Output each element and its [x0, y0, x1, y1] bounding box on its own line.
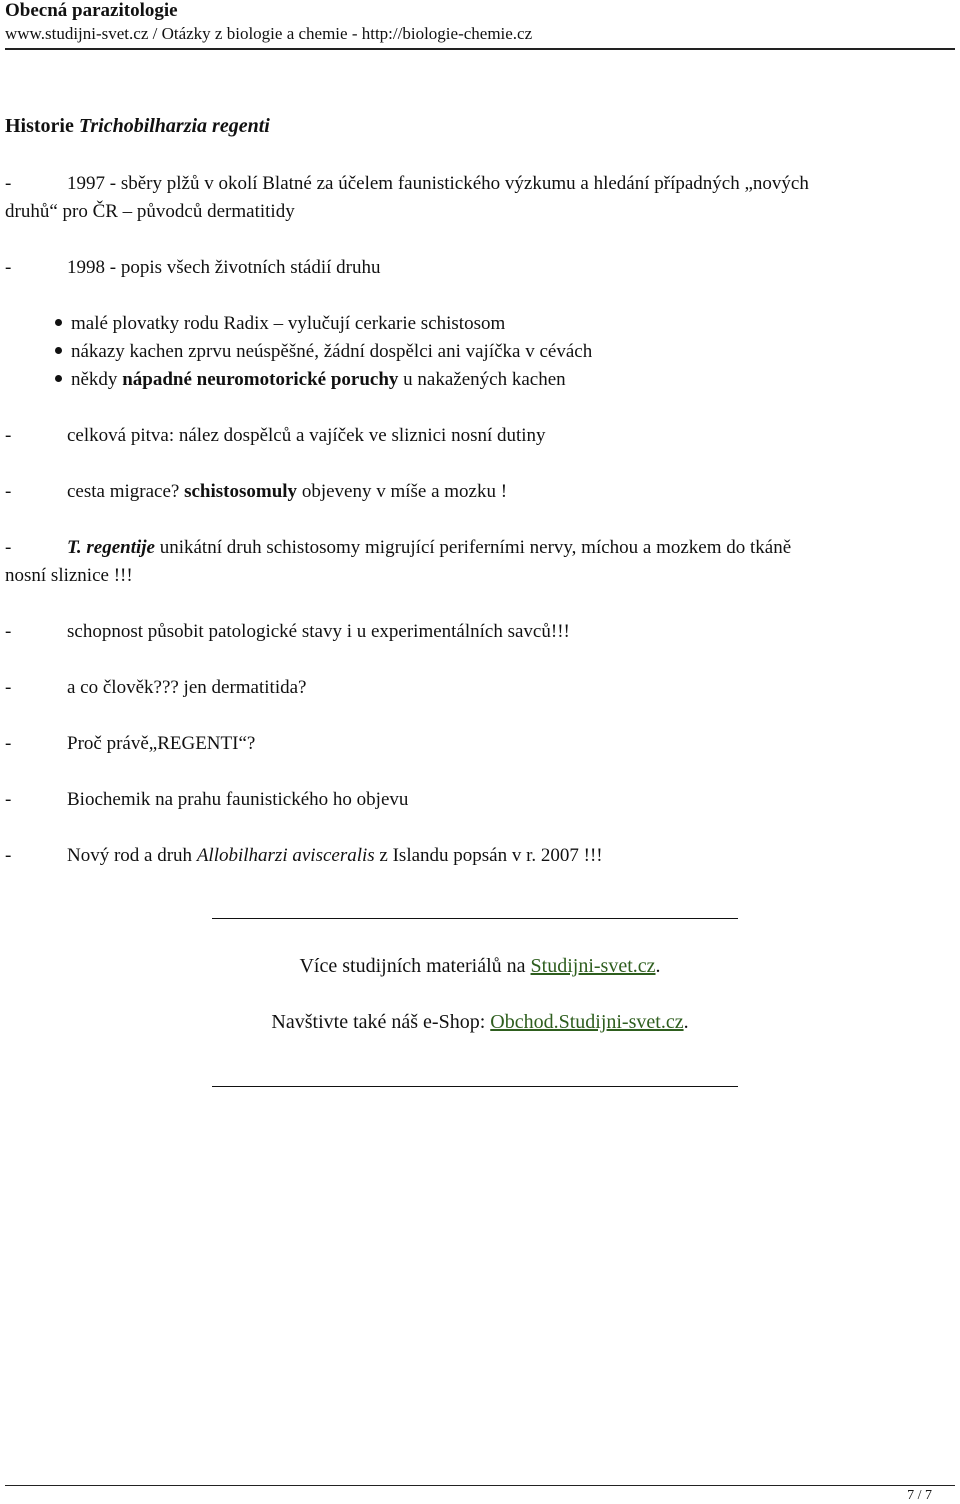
bullet-item-radix: malé plovatky rodu Radix – vylučují cerkarie schistosom	[55, 310, 505, 338]
promo-divider-top	[212, 918, 738, 919]
paragraph-why-regenti: - Proč právě„REGENTI“?	[5, 733, 256, 754]
bullet-item-neuro: někdy nápadné neuromotorické poruchy u nakažených kachen	[55, 366, 566, 394]
section-title: Historie Trichobilharzia regenti	[5, 115, 270, 137]
paragraph-1997: - 1997 - sběry plžů v okolí Blatné za účelem faunistického výzkumu a hledání případných „nových druhů“ pro ČR – původců dermatitidy	[5, 173, 809, 222]
page-number: 7 / 7	[907, 1488, 932, 1503]
paragraph-human: - a co člověk??? jen dermatitida?	[5, 677, 307, 698]
promo-line-eshop: Navštivte také náš e-Shop: Obchod.Studijni-svet.cz.	[271, 1011, 689, 1033]
promo-divider-bottom	[212, 1086, 738, 1087]
header-divider	[5, 48, 955, 50]
paragraph-new-genus: - Nový rod a druh Allobilharzi avisceralis z Islandu popsán v r. 2007 !!!	[5, 845, 603, 866]
eshop-link[interactable]: Obchod.Studijni-svet.cz	[490, 1011, 684, 1033]
document-title: Obecná parazitologie	[5, 0, 178, 21]
paragraph-1998: - 1998 - popis všech životních stádií druhu	[5, 257, 381, 278]
footer-divider	[5, 1485, 955, 1486]
promo-line-materials: Více studijních materiálů na Studijni-svet.cz.	[299, 955, 661, 977]
paragraph-autopsy: - celková pitva: nález dospělců a vajíček ve sliznici nosní dutiny	[5, 425, 546, 446]
bullet-icon	[55, 375, 62, 382]
paragraph-migration: - cesta migrace? schistosomuly objeveny v míše a mozku !	[5, 481, 508, 502]
paragraph-biochemist: - Biochemik na prahu faunistického ho objevu	[5, 789, 409, 810]
studijni-svet-link[interactable]: Studijni-svet.cz	[530, 955, 656, 977]
bullet-icon	[55, 347, 62, 354]
bullet-icon	[55, 319, 62, 326]
paragraph-mammals: - schopnost působit patologické stavy i u experimentálních savců!!!	[5, 621, 570, 642]
document-subtitle: www.studijni-svet.cz / Otázky z biologie a chemie - http://biologie-chemie.cz	[5, 24, 533, 43]
paragraph-t-regenti: - T. regentije unikátní druh schistosomy migrující periferními nervy, míchou a mozkem do tkáně nosní sliznice !!!	[5, 537, 792, 586]
bullet-item-infection: nákazy kachen zprvu neúspěšné, žádní dospělci ani vajíčka v cévách	[55, 338, 592, 366]
